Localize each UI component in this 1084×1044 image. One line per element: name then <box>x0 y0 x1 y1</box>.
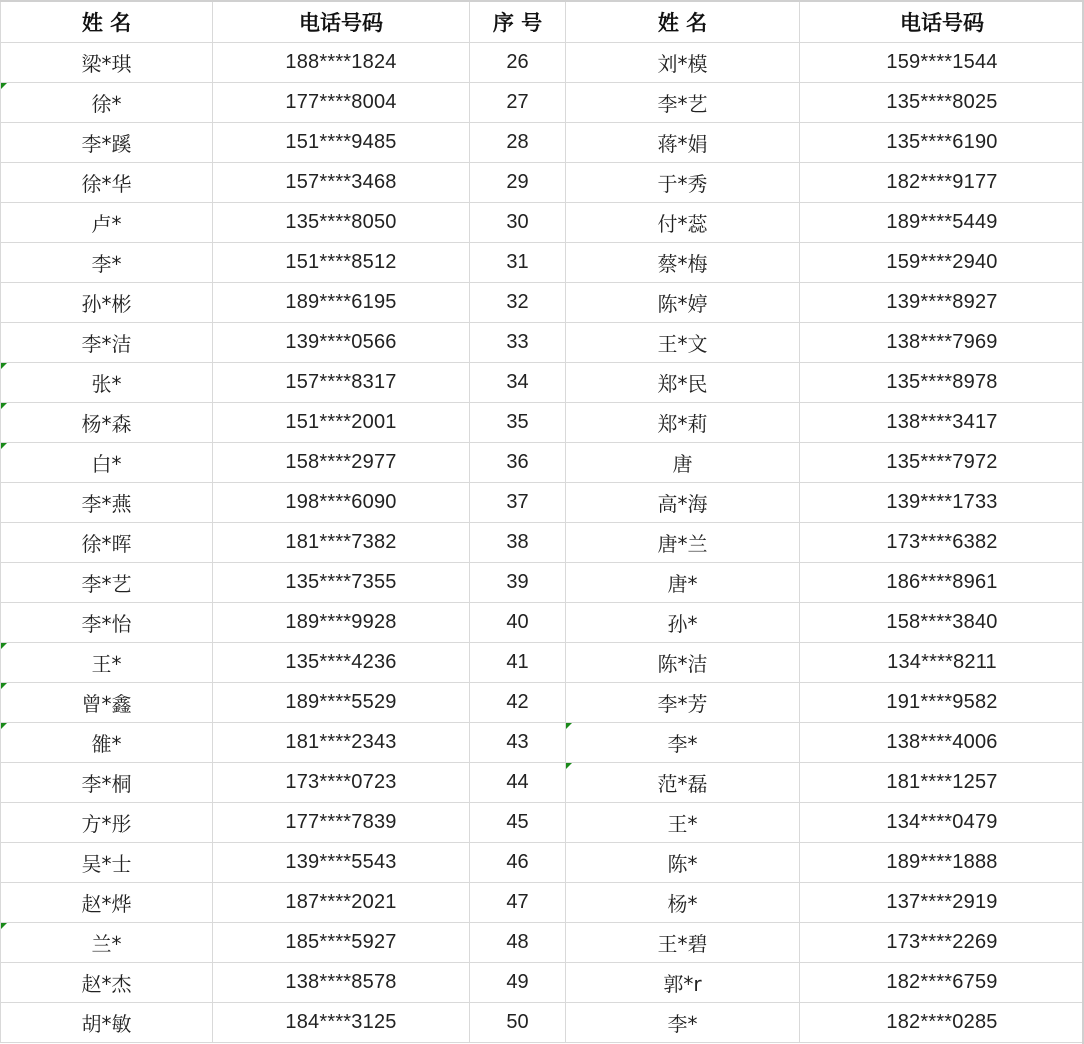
cell-name-left[interactable]: 杨*森 <box>1 403 213 443</box>
cell-phone-left[interactable]: 181****2343 <box>213 723 470 763</box>
cell-name-right[interactable]: 高*海 <box>566 483 800 523</box>
cell-name-right[interactable]: 李*芳 <box>566 683 800 723</box>
header-phone-right[interactable]: 电话号码 <box>800 1 1084 43</box>
table-row <box>1 523 1084 563</box>
cell-name-right[interactable]: 唐 <box>566 443 800 483</box>
table-row <box>1 763 1084 803</box>
cell-seq[interactable]: 49 <box>470 963 566 1003</box>
table-row <box>1 923 1084 963</box>
cell-seq[interactable]: 27 <box>470 83 566 123</box>
cell-name-right[interactable]: 蔡*梅 <box>566 243 800 283</box>
table-row <box>1 883 1084 923</box>
cell-phone-right[interactable]: 181****1257 <box>800 763 1084 803</box>
cell-name-right[interactable]: 付*蕊 <box>566 203 800 243</box>
table-row <box>1 203 1084 243</box>
table-row <box>1 323 1084 363</box>
table-row <box>1 443 1084 483</box>
cell-name-left[interactable]: 李* <box>1 243 213 283</box>
cell-name-left[interactable]: 徐*华 <box>1 163 213 203</box>
table-row <box>1 123 1084 163</box>
cell-name-left[interactable]: 孙*彬 <box>1 283 213 323</box>
cell-phone-left[interactable]: 173****0723 <box>213 763 470 803</box>
cell-seq[interactable]: 38 <box>470 523 566 563</box>
cell-phone-left[interactable]: 151****2001 <box>213 403 470 443</box>
cell-phone-left[interactable]: 189****9928 <box>213 603 470 643</box>
cell-phone-left[interactable]: 187****2021 <box>213 883 470 923</box>
cell-name-right[interactable]: 李*艺 <box>566 83 800 123</box>
cell-name-right[interactable]: 郑*民 <box>566 363 800 403</box>
table-row <box>1 243 1084 283</box>
table-row <box>1 723 1084 763</box>
cell-name-left[interactable]: 卢* <box>1 203 213 243</box>
table-row <box>1 83 1084 123</box>
cell-phone-right[interactable]: 186****8961 <box>800 563 1084 603</box>
cell-phone-right[interactable]: 139****8927 <box>800 283 1084 323</box>
cell-name-left[interactable]: 李*怡 <box>1 603 213 643</box>
cell-phone-right[interactable]: 139****1733 <box>800 483 1084 523</box>
cell-seq[interactable]: 48 <box>470 923 566 963</box>
cell-name-left[interactable]: 徐*晖 <box>1 523 213 563</box>
cell-phone-right[interactable]: 182****0285 <box>800 1003 1084 1043</box>
cell-seq[interactable]: 50 <box>470 1003 566 1043</box>
cell-seq[interactable]: 26 <box>470 43 566 83</box>
cell-seq[interactable]: 43 <box>470 723 566 763</box>
table-row <box>1 643 1084 683</box>
cell-name-left[interactable]: 赵*杰 <box>1 963 213 1003</box>
cell-seq[interactable]: 47 <box>470 883 566 923</box>
cell-phone-right[interactable]: 135****8025 <box>800 83 1084 123</box>
cell-phone-right[interactable]: 135****6190 <box>800 123 1084 163</box>
cell-name-left[interactable]: 李*洁 <box>1 323 213 363</box>
cell-seq[interactable]: 41 <box>470 643 566 683</box>
table-row <box>1 483 1084 523</box>
cell-phone-right[interactable]: 138****4006 <box>800 723 1084 763</box>
cell-phone-left[interactable]: 184****3125 <box>213 1003 470 1043</box>
cell-name-left[interactable]: 方*彤 <box>1 803 213 843</box>
cell-name-left[interactable]: 雒* <box>1 723 213 763</box>
cell-phone-left[interactable]: 135****4236 <box>213 643 470 683</box>
header-name-right[interactable]: 姓 名 <box>566 1 800 43</box>
cell-phone-right[interactable]: 173****2269 <box>800 923 1084 963</box>
header-name-left[interactable]: 姓 名 <box>1 1 213 43</box>
cell-name-right[interactable]: 王*碧 <box>566 923 800 963</box>
cell-name-left[interactable]: 李*艺 <box>1 563 213 603</box>
cell-name-right[interactable]: 郑*莉 <box>566 403 800 443</box>
cell-phone-left[interactable]: 139****5543 <box>213 843 470 883</box>
cell-name-left[interactable]: 梁*琪 <box>1 43 213 83</box>
cell-phone-left[interactable]: 157****8317 <box>213 363 470 403</box>
cell-name-right[interactable]: 孙* <box>566 603 800 643</box>
cell-name-right[interactable]: 范*磊 <box>566 763 800 803</box>
cell-name-left[interactable]: 李*蹊 <box>1 123 213 163</box>
cell-phone-right[interactable]: 134****0479 <box>800 803 1084 843</box>
cell-phone-right[interactable]: 191****9582 <box>800 683 1084 723</box>
cell-phone-left[interactable]: 189****5529 <box>213 683 470 723</box>
cell-seq[interactable]: 28 <box>470 123 566 163</box>
cell-name-left[interactable]: 赵*烨 <box>1 883 213 923</box>
cell-seq[interactable]: 33 <box>470 323 566 363</box>
cell-seq[interactable]: 31 <box>470 243 566 283</box>
cell-phone-right[interactable]: 135****8978 <box>800 363 1084 403</box>
table-body <box>1 43 1084 1043</box>
cell-name-left[interactable]: 白* <box>1 443 213 483</box>
cell-name-right[interactable]: 于*秀 <box>566 163 800 203</box>
table-row <box>1 603 1084 643</box>
cell-seq[interactable]: 46 <box>470 843 566 883</box>
cell-name-left[interactable]: 李*桐 <box>1 763 213 803</box>
table-row <box>1 843 1084 883</box>
cell-phone-left[interactable]: 185****5927 <box>213 923 470 963</box>
cell-name-right[interactable]: 陈*洁 <box>566 643 800 683</box>
cell-seq[interactable]: 44 <box>470 763 566 803</box>
cell-seq[interactable]: 37 <box>470 483 566 523</box>
table-row <box>1 363 1084 403</box>
cell-phone-left[interactable]: 177****8004 <box>213 83 470 123</box>
cell-name-left[interactable]: 李*燕 <box>1 483 213 523</box>
cell-phone-right[interactable]: 182****6759 <box>800 963 1084 1003</box>
cell-seq[interactable]: 36 <box>470 443 566 483</box>
cell-name-right[interactable]: 李* <box>566 723 800 763</box>
table-row <box>1 163 1084 203</box>
cell-name-right[interactable]: 郭*r <box>566 963 800 1003</box>
cell-phone-right[interactable]: 158****3840 <box>800 603 1084 643</box>
table-row <box>1 563 1084 603</box>
cell-name-right[interactable]: 陈* <box>566 843 800 883</box>
table-row <box>1 283 1084 323</box>
cell-phone-right[interactable]: 189****1888 <box>800 843 1084 883</box>
cell-seq[interactable]: 39 <box>470 563 566 603</box>
cell-phone-right[interactable]: 159****2940 <box>800 243 1084 283</box>
cell-seq[interactable]: 34 <box>470 363 566 403</box>
table-row <box>1 43 1084 83</box>
cell-name-left[interactable]: 徐* <box>1 83 213 123</box>
cell-phone-right[interactable]: 159****1544 <box>800 43 1084 83</box>
cell-name-left[interactable]: 胡*敏 <box>1 1003 213 1043</box>
cell-phone-right[interactable]: 138****7969 <box>800 323 1084 363</box>
cell-phone-left[interactable]: 158****2977 <box>213 443 470 483</box>
cell-name-left[interactable]: 张* <box>1 363 213 403</box>
cell-seq[interactable]: 30 <box>470 203 566 243</box>
cell-phone-left[interactable]: 151****9485 <box>213 123 470 163</box>
header-seq[interactable]: 序 号 <box>470 1 566 43</box>
cell-name-right[interactable]: 蒋*娟 <box>566 123 800 163</box>
cell-phone-left[interactable]: 198****6090 <box>213 483 470 523</box>
cell-phone-left[interactable]: 181****7382 <box>213 523 470 563</box>
cell-phone-left[interactable]: 135****8050 <box>213 203 470 243</box>
cell-name-right[interactable]: 王*文 <box>566 323 800 363</box>
cell-seq[interactable]: 29 <box>470 163 566 203</box>
cell-name-right[interactable]: 唐* <box>566 563 800 603</box>
cell-seq[interactable]: 45 <box>470 803 566 843</box>
cell-name-right[interactable]: 刘*模 <box>566 43 800 83</box>
cell-name-left[interactable]: 曾*鑫 <box>1 683 213 723</box>
cell-phone-right[interactable]: 134****8211 <box>800 643 1084 683</box>
cell-seq[interactable]: 42 <box>470 683 566 723</box>
cell-phone-left[interactable]: 189****6195 <box>213 283 470 323</box>
table-row <box>1 403 1084 443</box>
cell-phone-left[interactable]: 135****7355 <box>213 563 470 603</box>
header-row <box>1 1 1084 43</box>
cell-phone-left[interactable]: 157****3468 <box>213 163 470 203</box>
cell-phone-left[interactable]: 139****0566 <box>213 323 470 363</box>
cell-phone-right[interactable]: 138****3417 <box>800 403 1084 443</box>
cell-name-left[interactable]: 王* <box>1 643 213 683</box>
cell-seq[interactable]: 40 <box>470 603 566 643</box>
cell-name-left[interactable]: 兰* <box>1 923 213 963</box>
cell-phone-right[interactable]: 173****6382 <box>800 523 1084 563</box>
cell-phone-right[interactable]: 135****7972 <box>800 443 1084 483</box>
cell-phone-right[interactable]: 189****5449 <box>800 203 1084 243</box>
cell-phone-left[interactable]: 151****8512 <box>213 243 470 283</box>
table-row <box>1 683 1084 723</box>
cell-name-right[interactable]: 李* <box>566 1003 800 1043</box>
table-row <box>1 1003 1084 1043</box>
cell-seq[interactable]: 35 <box>470 403 566 443</box>
cell-name-right[interactable]: 王* <box>566 803 800 843</box>
table-row <box>1 803 1084 843</box>
cell-name-right[interactable]: 陈*婷 <box>566 283 800 323</box>
table-row <box>1 963 1084 1003</box>
cell-name-right[interactable]: 唐*兰 <box>566 523 800 563</box>
cell-name-left[interactable]: 吴*士 <box>1 843 213 883</box>
cell-phone-right[interactable]: 182****9177 <box>800 163 1084 203</box>
cell-seq[interactable]: 32 <box>470 283 566 323</box>
cell-phone-right[interactable]: 137****2919 <box>800 883 1084 923</box>
cell-name-right[interactable]: 杨* <box>566 883 800 923</box>
header-phone-left[interactable]: 电话号码 <box>213 1 470 43</box>
cell-phone-left[interactable]: 177****7839 <box>213 803 470 843</box>
cell-phone-left[interactable]: 188****1824 <box>213 43 470 83</box>
cell-phone-left[interactable]: 138****8578 <box>213 963 470 1003</box>
